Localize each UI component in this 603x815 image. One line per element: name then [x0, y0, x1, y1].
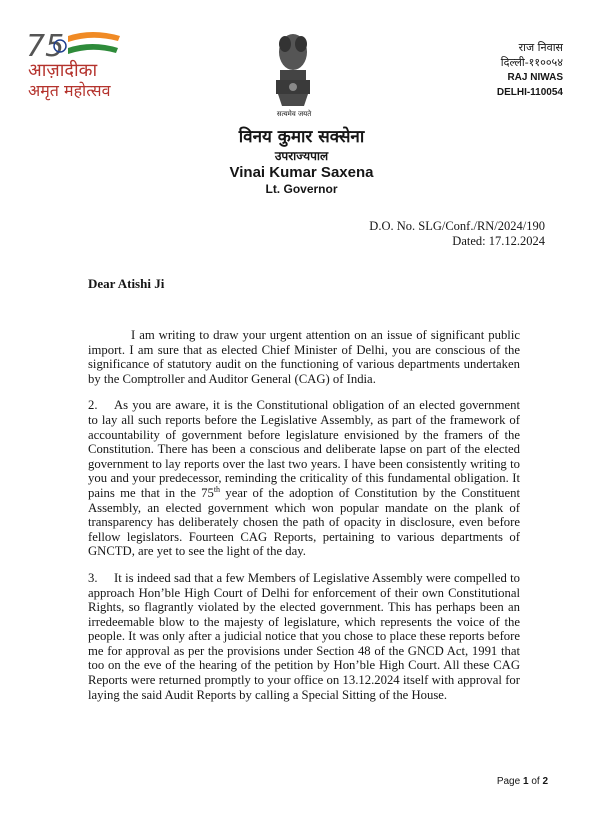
paragraph-2 — [88, 398, 520, 559]
paragraph-2-superscript: th — [213, 484, 221, 494]
paragraph-3-text: It is indeed sad that a few Members of Legislative Assembly were compelled to approach Hon’ble High Court of Delhi for enforcement of their own Constitutional Rights, so flagrantly violated by the elected government. This has perhaps been an irredeemable blow to the majesty of legislature, which represents the voice of the people. It was only after a judicial notice that you chose to place these reports before me for approval as per the provisions under Section 48 of the GNCD Act, 1991 that too on the eve of the hearing of the petition by Hon’ble High Court. All these CAG Reports were returned promptly to your office on 13.12.2024 itself with approval for laying the said Audit Reports by calling a Special Sitting of the House. — [88, 570, 520, 702]
address-en-line2: DELHI-110054 — [496, 87, 563, 98]
letterhead-name-block — [0, 126, 603, 197]
salutation: Dear Atishi Ji — [88, 276, 165, 291]
page-total: 2 — [542, 776, 548, 787]
azadi-amrit-mahotsav-logo — [22, 26, 142, 106]
tricolor-saffron-stripe — [68, 32, 120, 42]
sender-name-english: Vinai Kumar Saxena — [229, 164, 374, 181]
address-hi-line1: राज निवास — [518, 41, 563, 54]
address-block — [497, 40, 563, 100]
logo-75-number: 75 — [26, 29, 65, 64]
tricolor-green-stripe — [68, 44, 118, 54]
paragraph-2-text-a: As you are aware, it is the Constitutional obligation of an elected government to lay all such reports before the Legislative Assembly, as part of the framework of accountability of government before legislature envisioned by the framers of the Constitution. There has been a conscious and deliberate lapse on part of the elected government to lay reports over the last two years. I have been consistently writing to you and your predecessor, reminding the criticality of this fundamental obligation. It pains me that in the 75 — [88, 398, 520, 500]
page-current: 1 — [522, 776, 529, 787]
paragraph-2-number: 2. — [88, 398, 98, 413]
logo-text-azadi: आज़ादीका — [28, 60, 98, 81]
paragraph-3-number: 3. — [88, 570, 98, 585]
paragraph-1: I am writing to draw your urgent attention on an issue of significant public import. I am sure that as elected Chief Minister of Delhi, you are conscious of the significance of statutory audit on the functioning of various departments undertaken by the Comptroller and Auditor General (CAG) of India. — [88, 328, 520, 386]
letter-body — [88, 328, 520, 714]
paragraph-2-text-b: year of the adoption of Constitution by the Constituent Assembly, an elected government which won popular mandate on the plank of transparency has deliberately chosen the path of opacity in disclosure, even before fellow legislators. Fourteen CAG Reports, pertaining to various departments of GNCTD, are yet to see the light of the day. — [88, 485, 520, 559]
sender-title-hindi: उपराज्यपाल — [274, 149, 329, 163]
emblem-motto: सत्यमेव जयते — [276, 110, 312, 118]
sender-title-english: Lt. Governor — [265, 182, 338, 196]
logo-text-amrit-mahotsav: अमृत महोत्सव — [28, 81, 111, 100]
page-number — [497, 776, 548, 787]
sender-name-hindi: विनय कुमार सक्सेना — [238, 127, 365, 147]
address-hi-line2: दिल्ली-११००५४ — [500, 56, 563, 69]
do-number: D.O. No. SLG/Conf./RN/2024/190 — [369, 219, 545, 233]
address-en-line1: RAJ NIWAS — [507, 72, 563, 83]
paragraph-3 — [88, 571, 520, 702]
page-of-word: of — [531, 776, 540, 787]
national-emblem-icon — [268, 30, 318, 120]
letter-date: Dated: 17.12.2024 — [452, 234, 545, 248]
reference-block — [369, 219, 545, 249]
page-word: Page — [496, 776, 521, 787]
